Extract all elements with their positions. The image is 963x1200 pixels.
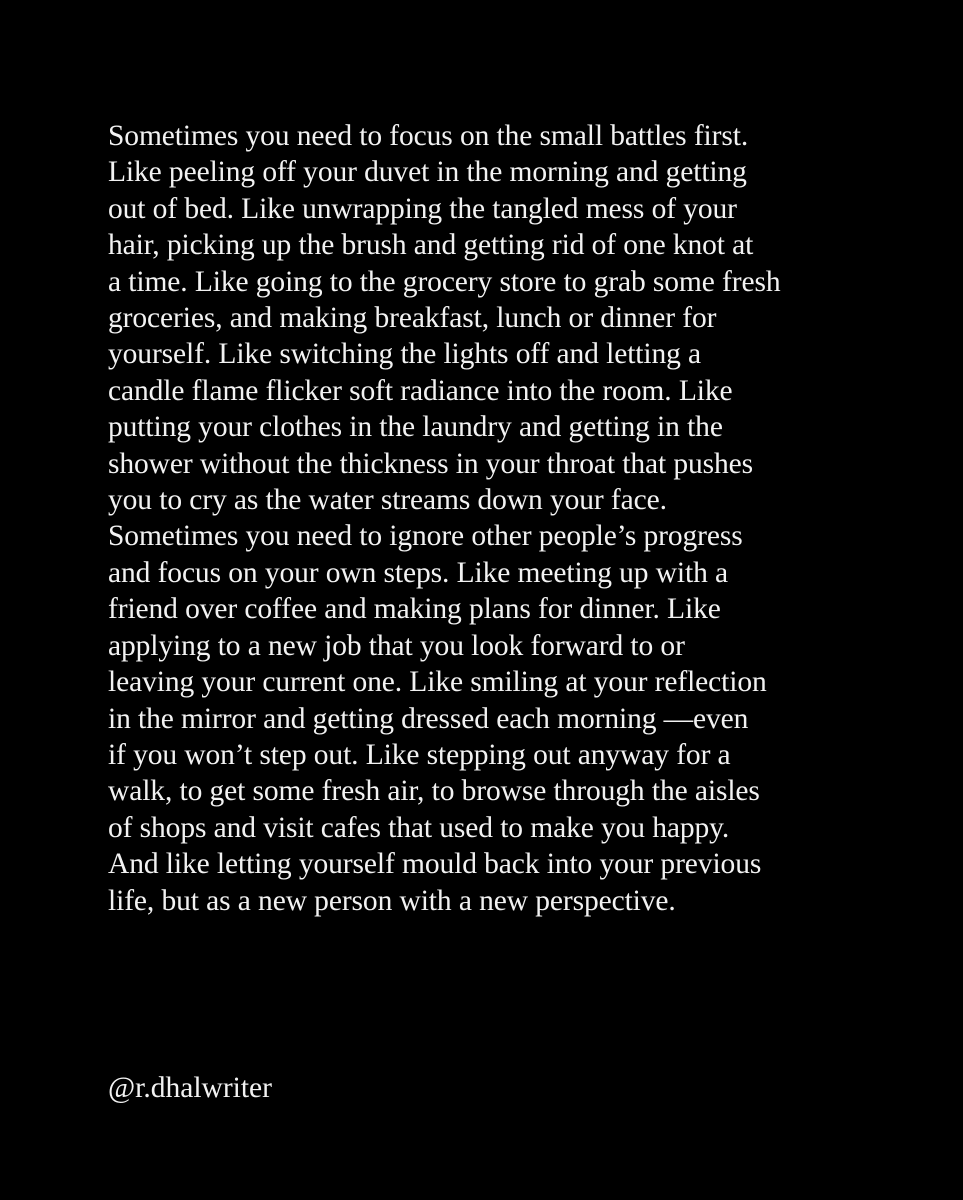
author-handle: @r.dhalwriter: [108, 1072, 272, 1104]
poem-text: [108, 118, 888, 919]
text-line: candle flame flicker soft radiance into the room. Like: [108, 374, 733, 407]
text-line: out of bed. Like unwrapping the tangled mess of your: [108, 192, 737, 225]
text-line: hair, picking up the brush and getting rid of one knot at: [108, 229, 754, 262]
text-line: putting your clothes in the laundry and getting in the: [108, 411, 723, 444]
text-line: if you won’t step out. Like stepping out anyway for a: [108, 738, 731, 771]
text-line: leaving your current one. Like smiling at your reflection: [108, 666, 767, 699]
text-line: Sometimes you need to focus on the small battles first.: [108, 120, 749, 152]
text-line: groceries, and making breakfast, lunch or dinner for: [108, 302, 717, 335]
text-line: yourself. Like switching the lights off and letting a: [108, 338, 702, 371]
text-line: you to cry as the water streams down your face.: [108, 484, 667, 517]
text-line: Like peeling off your duvet in the morning and getting: [108, 156, 747, 189]
text-line: walk, to get some fresh air, to browse through the aisles: [108, 775, 760, 808]
text-line: life, but as a new person with a new perspective.: [108, 884, 676, 917]
text-line: of shops and visit cafes that used to make you happy.: [108, 811, 730, 844]
text-line: friend over coffee and making plans for dinner. Like: [108, 593, 721, 626]
text-line: applying to a new job that you look forward to or: [108, 629, 685, 662]
text-line: a time. Like going to the grocery store to grab some fresh: [108, 265, 781, 298]
text-line: and focus on your own steps. Like meeting up with a: [108, 556, 729, 589]
text-line: in the mirror and getting dressed each morning —even: [108, 702, 749, 735]
text-line: And like letting yourself mould back into your previous: [108, 848, 762, 881]
text-line: shower without the thickness in your throat that pushes: [108, 447, 754, 480]
text-line: Sometimes you need to ignore other people’s progress: [108, 520, 743, 553]
